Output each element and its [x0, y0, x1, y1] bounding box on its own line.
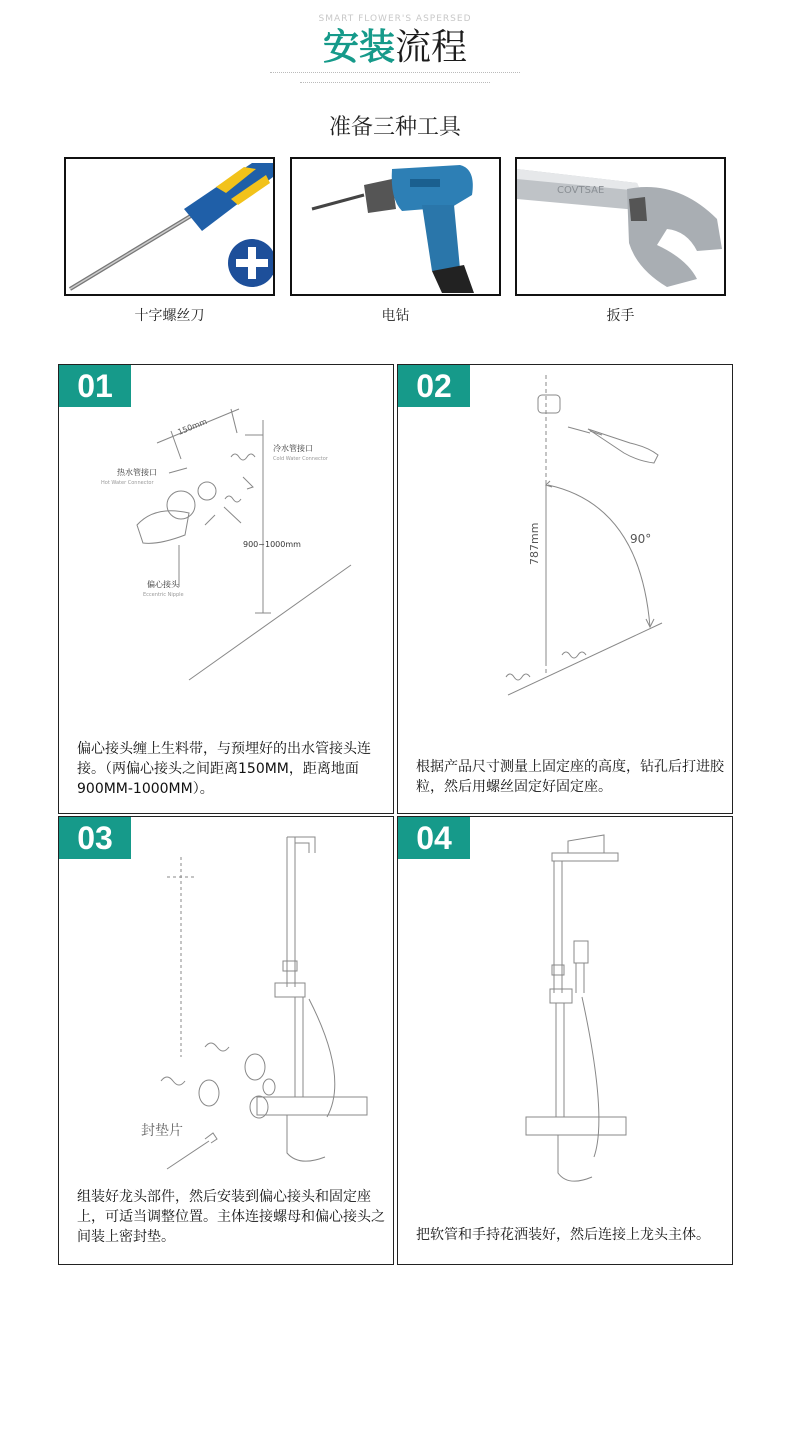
- step-description: 把软管和手持花洒装好，然后连接上龙头主体。: [416, 1227, 710, 1243]
- decorative-divider: [270, 72, 520, 76]
- gasket-label: 封垫片: [141, 1123, 183, 1139]
- step-description: 根据产品尺寸测量上固定座的高度，钻孔后打进胶粒，然后用螺丝固定好固定座。: [416, 759, 724, 795]
- step-card-02: [397, 364, 733, 814]
- distance-label: 150mm: [176, 416, 209, 437]
- header-subtitle-en: SMART FLOWER'S ASPERSED: [318, 14, 472, 24]
- tool-label-wrench: 扳手: [606, 308, 635, 324]
- tool-label-screwdriver: 十字螺丝刀: [134, 308, 205, 324]
- step-number-badge: 03: [59, 817, 131, 859]
- title-part-2: 流程: [395, 27, 468, 68]
- cold-water-label-en: Cold Water Connector: [273, 456, 328, 462]
- height-label: 787mm: [528, 522, 541, 565]
- step-03-diagram: [59, 817, 394, 1182]
- hot-water-label: 热水管接口: [117, 468, 157, 477]
- tool-label-drill: 电钻: [381, 308, 410, 324]
- height-label: 900~1000mm: [243, 540, 301, 549]
- step-card-01: [58, 364, 394, 814]
- step-description: 偏心接头缠上生料带，与预埋好的出水管接头连接。（两偏心接头之间距离150MM，距离地面900MM-1000MM）。: [77, 741, 371, 797]
- step-card-03: [58, 816, 394, 1265]
- decorative-divider: [300, 82, 490, 86]
- eccentric-label: 偏心接头: [147, 580, 179, 589]
- angle-label: 90°: [630, 532, 652, 546]
- step-number-badge: 04: [398, 817, 470, 859]
- page-title: [0, 28, 790, 68]
- step-card-04: [397, 816, 733, 1265]
- step-description: 组装好龙头部件，然后安装到偏心接头和固定座上，可适当调整位置。主体连接螺母和偏心接头之间装上密封垫。: [77, 1189, 385, 1245]
- hot-water-label-en: Hot Water Connector: [101, 480, 154, 486]
- drill-icon: [292, 159, 499, 294]
- svg-text:COVTSAE: COVTSAE: [557, 185, 605, 196]
- screwdriver-icon: [66, 159, 273, 294]
- eccentric-label-en: Eccentric Nipple: [143, 592, 184, 598]
- page-header: [0, 0, 790, 100]
- tool-image-wrench: [515, 157, 726, 296]
- title-part-1: 安装: [322, 27, 395, 68]
- tools-heading: 准备三种工具: [328, 115, 461, 140]
- step-number-badge: 02: [398, 365, 470, 407]
- tool-image-screwdriver: [64, 157, 275, 296]
- tool-image-drill: [290, 157, 501, 296]
- step-04-diagram: [398, 817, 733, 1197]
- step-number-badge: 01: [59, 365, 131, 407]
- cold-water-label: 冷水管接口: [273, 444, 313, 453]
- step-02-diagram: [398, 365, 733, 735]
- wrench-icon: [517, 159, 724, 294]
- step-01-diagram: [59, 365, 394, 735]
